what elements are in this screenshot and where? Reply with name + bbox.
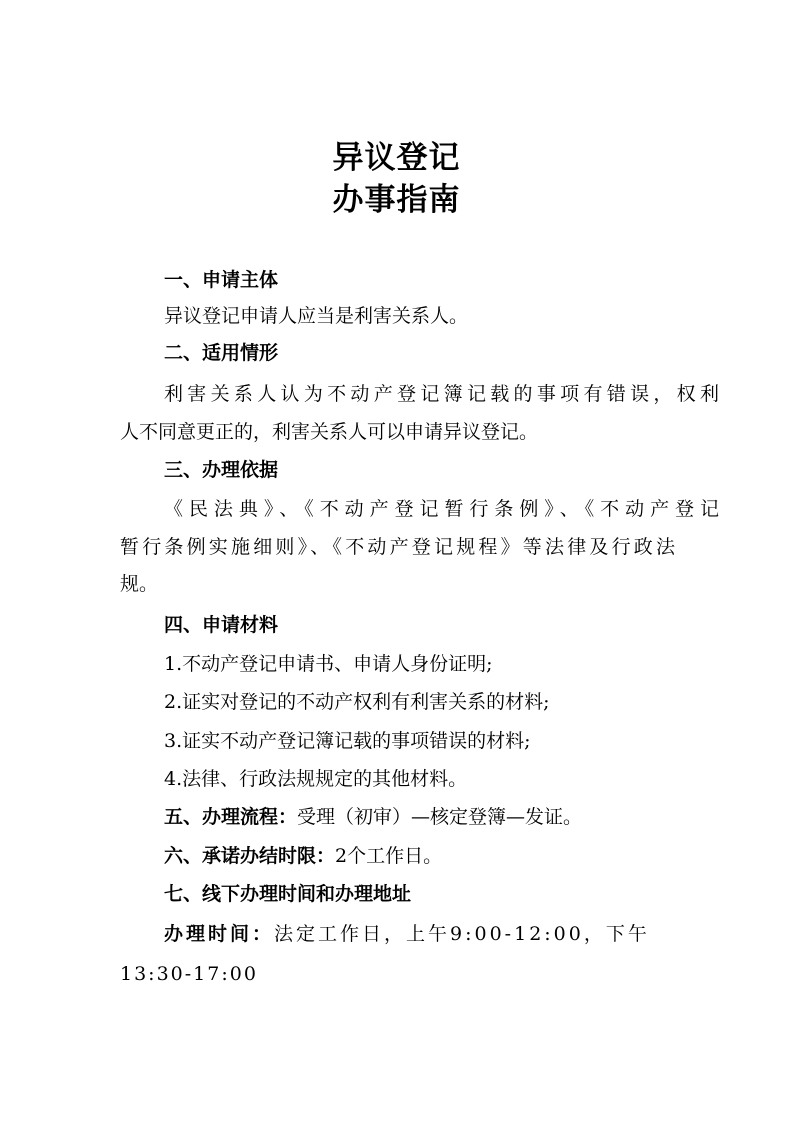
basis-line-3: 规。 bbox=[120, 573, 159, 595]
process-line bbox=[120, 799, 719, 836]
section-heading-applicant: 一、申请主体 bbox=[164, 269, 279, 291]
deadline-value: 2个工作日。 bbox=[335, 845, 443, 867]
material-item-3: 3.证实不动产登记簿记载的事项错误的材料; bbox=[164, 730, 531, 752]
basis-line-1: 《民法典》、《不动产登记暂行条例》、《不动产登记 bbox=[164, 498, 719, 520]
circumstances-line-2: 人不同意更正的，利害关系人可以申请异议登记。 bbox=[120, 421, 539, 443]
circumstances-line-1: 利害关系人认为不动产登记簿记载的事项有错误，权利 bbox=[164, 383, 719, 405]
section-heading-basis: 三、办理依据 bbox=[164, 459, 279, 481]
process-value: 受理（初审）—核定登簿—发证。 bbox=[297, 806, 583, 828]
section-heading-materials: 四、申请材料 bbox=[164, 614, 279, 636]
office-hours-line bbox=[120, 916, 719, 953]
material-item-1: 1.不动产登记申请书、申请人身份证明; bbox=[164, 653, 493, 675]
applicant-text: 异议登记申请人应当是利害关系人。 bbox=[164, 305, 469, 327]
office-hours-afternoon: 13:30-17:00 bbox=[120, 963, 258, 985]
deadline-label: 六、承诺办结时限： bbox=[164, 845, 336, 867]
section-heading-circumstances: 二、适用情形 bbox=[164, 342, 279, 364]
section-heading-offline: 七、线下办理时间和办理地址 bbox=[164, 883, 412, 905]
document-title: 异议登记 bbox=[332, 140, 461, 176]
document-subtitle: 办事指南 bbox=[332, 182, 461, 218]
office-hours-value: 法定工作日，上午9:00-12:00，下午 bbox=[274, 923, 650, 945]
material-item-2: 2.证实对登记的不动产权利有利害关系的材料; bbox=[164, 691, 550, 713]
deadline-line bbox=[120, 838, 719, 875]
material-item-4: 4.法律、行政法规规定的其他材料。 bbox=[164, 768, 468, 790]
basis-line-2: 暂行条例实施细则》、《不动产登记规程》等法律及行政法 bbox=[120, 536, 675, 558]
process-label: 五、办理流程： bbox=[164, 806, 298, 828]
office-hours-label: 办理时间： bbox=[164, 923, 275, 945]
